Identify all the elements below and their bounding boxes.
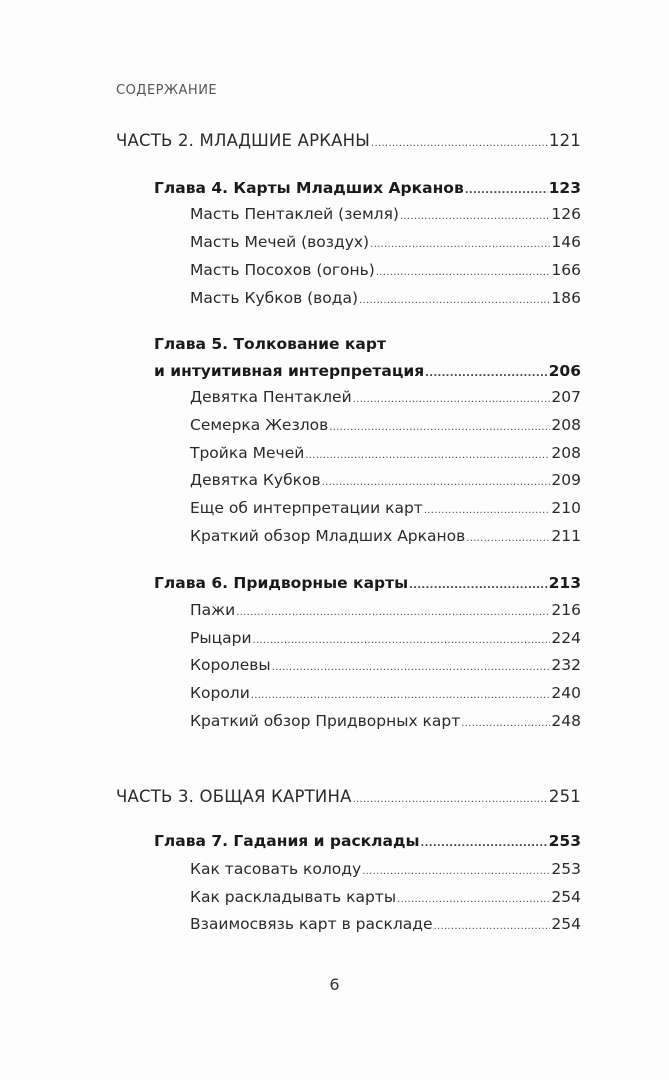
- toc-item-title: Семерка Жезлов: [190, 416, 329, 434]
- toc-item-title: Рыцари: [190, 629, 252, 647]
- running-header: СОДЕРЖАНИЕ: [116, 83, 218, 98]
- toc-chapter-7[interactable]: [154, 832, 581, 850]
- toc-item[interactable]: [190, 471, 581, 489]
- leader-dots: [251, 690, 551, 701]
- toc-item[interactable]: [190, 499, 581, 517]
- toc-chapter-4[interactable]: [154, 179, 581, 197]
- leader-dots: [424, 505, 551, 516]
- toc-item-title: Масть Пентаклей (земля): [190, 205, 399, 223]
- toc-page-number: 121: [548, 131, 581, 150]
- leader-dots: [253, 635, 551, 646]
- toc-item-title: Еще об интерпретации карт: [190, 499, 423, 517]
- toc-item[interactable]: [190, 656, 581, 674]
- toc-chapter-6[interactable]: [154, 574, 581, 592]
- toc-item-title: Тройка Мечей: [190, 444, 305, 462]
- toc-item[interactable]: [190, 527, 581, 545]
- leader-dots: [362, 866, 550, 877]
- toc-part-title: ЧАСТЬ 2. МЛАДШИЕ АРКАНЫ: [116, 131, 371, 150]
- toc-part-3[interactable]: [116, 787, 581, 806]
- toc-part-title: ЧАСТЬ 3. ОБЩАЯ КАРТИНА: [116, 787, 352, 806]
- toc-page-number: 208: [551, 444, 581, 462]
- toc-page-number: 224: [551, 629, 581, 647]
- toc-item-title: Девятка Кубков: [190, 471, 321, 489]
- toc-item[interactable]: [190, 261, 581, 279]
- leader-dots: [397, 894, 550, 905]
- toc-item[interactable]: [190, 233, 581, 251]
- leader-dots: [421, 838, 548, 849]
- toc-item-title: Краткий обзор Младших Арканов: [190, 527, 466, 545]
- toc-item[interactable]: [190, 860, 581, 878]
- leader-dots: [376, 267, 551, 278]
- toc-item-title: Как раскладывать карты: [190, 888, 397, 906]
- toc-item[interactable]: [190, 416, 581, 434]
- toc-item-title: Королевы: [190, 656, 271, 674]
- toc-chapter-title: Глава 7. Гадания и расклады: [154, 832, 420, 850]
- leader-dots: [434, 921, 551, 932]
- leader-dots: [400, 211, 550, 222]
- toc-chapter-5-title-line1[interactable]: Глава 5. Толкование карт: [154, 335, 386, 353]
- toc-item[interactable]: [190, 629, 581, 647]
- toc-page-number: 253: [551, 860, 581, 878]
- toc-chapter-5[interactable]: [154, 362, 581, 380]
- toc-page-number: 166: [551, 261, 581, 279]
- toc-item-title: Масть Мечей (воздух): [190, 233, 370, 251]
- leader-dots: [461, 718, 550, 729]
- toc-page-number: 251: [548, 787, 581, 806]
- toc-item[interactable]: [190, 712, 581, 730]
- leader-dots: [466, 533, 550, 544]
- toc-page-number: 216: [551, 601, 581, 619]
- toc-page-number: 211: [551, 527, 581, 545]
- toc-page-number: 213: [548, 574, 581, 592]
- toc-chapter-title: Глава 6. Придворные карты: [154, 574, 409, 592]
- toc-part-2[interactable]: [116, 131, 581, 150]
- toc-chapter-title: Глава 4. Карты Младших Арканов: [154, 179, 464, 197]
- toc-item-title: Взаимосвязь карт в раскладе: [190, 915, 433, 933]
- leader-dots: [272, 662, 551, 673]
- page-number: 6: [329, 975, 340, 994]
- toc-item-title: Как тасовать колоду: [190, 860, 362, 878]
- toc-page-number: 209: [551, 471, 581, 489]
- toc-item[interactable]: [190, 289, 581, 307]
- leader-dots: [359, 295, 550, 306]
- toc-page-number: 254: [551, 888, 581, 906]
- toc-chapter-title: и интуитивная интерпретация: [154, 362, 425, 380]
- toc-item-title: Пажи: [190, 601, 236, 619]
- leader-dots: [371, 138, 548, 149]
- toc-page-number: 232: [551, 656, 581, 674]
- toc-item[interactable]: [190, 915, 581, 933]
- toc-item[interactable]: [190, 444, 581, 462]
- toc-item-title: Короли: [190, 684, 250, 702]
- toc-page-number: 186: [551, 289, 581, 307]
- toc-page-number: 123: [548, 179, 581, 197]
- toc-item[interactable]: [190, 888, 581, 906]
- toc-page-number: 146: [551, 233, 581, 251]
- toc-page-number: 207: [551, 388, 581, 406]
- toc-item-title: Масть Посохов (огонь): [190, 261, 375, 279]
- toc-item[interactable]: [190, 601, 581, 619]
- leader-dots: [236, 607, 550, 618]
- toc-item-title: Девятка Пентаклей: [190, 388, 352, 406]
- leader-dots: [409, 580, 548, 591]
- leader-dots: [425, 368, 547, 379]
- leader-dots: [465, 185, 548, 196]
- toc-item-title: Краткий обзор Придворных карт: [190, 712, 461, 730]
- toc-page-number: 210: [551, 499, 581, 517]
- leader-dots: [370, 239, 550, 250]
- leader-dots: [329, 422, 550, 433]
- toc-item[interactable]: [190, 388, 581, 406]
- toc-item[interactable]: [190, 684, 581, 702]
- leader-dots: [305, 450, 550, 461]
- toc-page-number: 254: [551, 915, 581, 933]
- leader-dots: [353, 794, 548, 805]
- toc-page-number: 208: [551, 416, 581, 434]
- toc-page-number: 206: [548, 362, 581, 380]
- leader-dots: [353, 394, 551, 405]
- toc-item[interactable]: [190, 205, 581, 223]
- toc-page-number: 248: [551, 712, 581, 730]
- toc-page-number: 253: [548, 832, 581, 850]
- toc-page-number: 240: [551, 684, 581, 702]
- toc-item-title: Масть Кубков (вода): [190, 289, 359, 307]
- toc-page-number: 126: [551, 205, 581, 223]
- leader-dots: [322, 477, 551, 488]
